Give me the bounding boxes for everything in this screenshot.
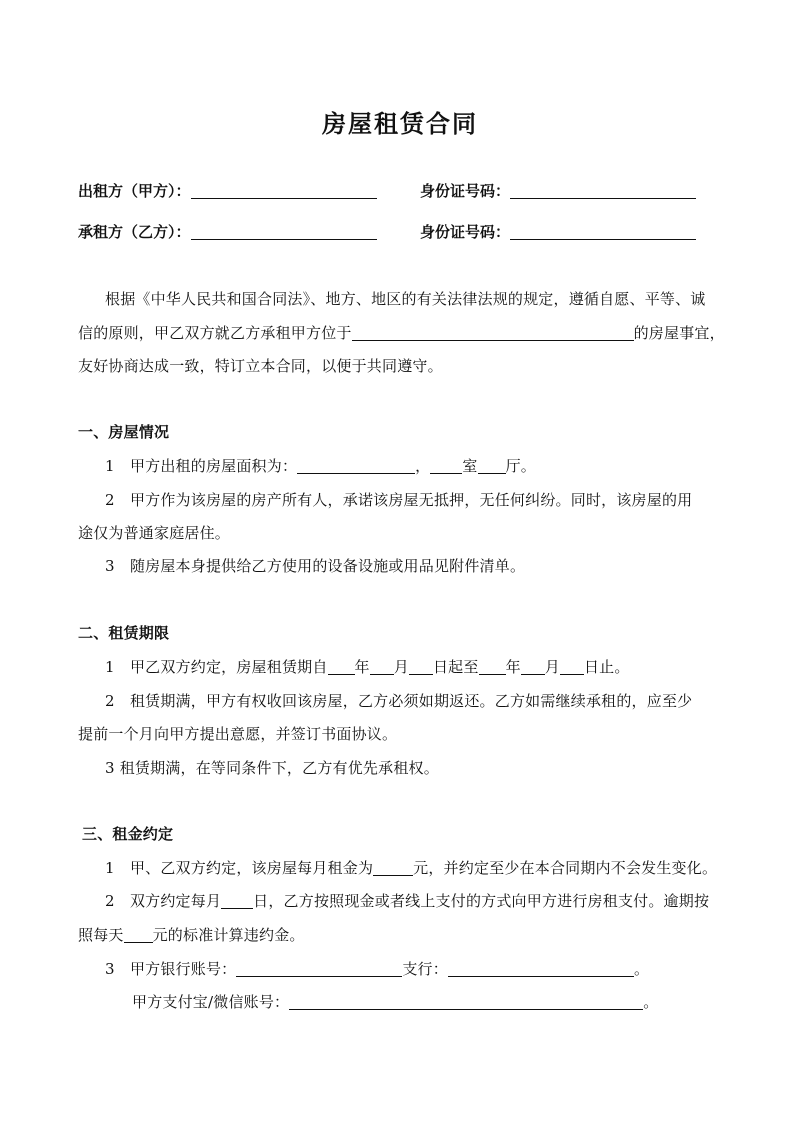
s2-item-2-line-1: 2 租赁期满，甲方有权收回该房屋，乙方必须如期返还。乙方如需继续承租的，应至少 bbox=[105, 692, 693, 710]
start-year-blank[interactable] bbox=[328, 658, 355, 675]
s3-item-2-daily: 照每天 bbox=[78, 926, 124, 944]
s3-item-2-end: 日，乙方按照现金或者线上支付的方式向甲方进行房租支付。逾期按 bbox=[253, 892, 710, 910]
s1-item-2-line-1: 2 甲方作为该房屋的房产所有人，承诺该房屋无抵押，无任何纠纷。同时，该房屋的用 bbox=[105, 491, 693, 509]
party-a-row bbox=[78, 180, 377, 201]
party-b-label: 承租方（乙方）： bbox=[78, 223, 191, 241]
s1-item-3: 3 随房屋本身提供给乙方使用的设备设施或用品见附件清单。 bbox=[105, 557, 526, 575]
s2-day-2: 日止。 bbox=[583, 658, 630, 676]
preamble-line-3: 友好协商达成一致，特订立本合同，以便于共同遵守。 bbox=[78, 357, 443, 375]
s3-item-2-text: 2 双方约定每月 bbox=[105, 892, 222, 910]
rooms-blank[interactable] bbox=[430, 457, 462, 474]
s2-year-2: 年 bbox=[505, 658, 521, 676]
s3-item-4 bbox=[132, 991, 658, 1012]
bank-branch-label: 支行： bbox=[402, 960, 448, 978]
end-day-blank[interactable] bbox=[560, 658, 584, 675]
start-day-blank[interactable] bbox=[409, 658, 433, 675]
party-a-id-row bbox=[420, 180, 696, 201]
s3-item-1 bbox=[105, 857, 717, 878]
halls-blank[interactable] bbox=[478, 457, 506, 474]
s1-item-2-line-2: 途仅为普通家庭居住。 bbox=[78, 524, 231, 542]
party-b-blank[interactable] bbox=[191, 223, 377, 240]
s3-item-2-line-1 bbox=[105, 890, 709, 911]
bank-account-label: 3 甲方银行账号： bbox=[105, 960, 237, 978]
s3-item-4-period: 。 bbox=[643, 993, 659, 1011]
end-month-blank[interactable] bbox=[521, 658, 545, 675]
preamble-line-2-start: 信的原则，甲乙双方就乙方承租甲方位于 bbox=[78, 324, 352, 342]
s2-month-2: 月 bbox=[544, 658, 560, 676]
s2-item-3: 3 租赁期满，在等同条件下，乙方有优先承租权。 bbox=[105, 759, 439, 777]
s2-item-2-line-2: 提前一个月向甲方提出意愿，并签订书面协议。 bbox=[78, 725, 398, 743]
s3-item-3 bbox=[105, 958, 649, 979]
s3-item-1-end: 元，并约定至少在本合同期内不会发生变化。 bbox=[413, 859, 718, 877]
section-1-heading: 一、房屋情况 bbox=[78, 423, 170, 441]
section-2-heading: 二、租赁期限 bbox=[78, 624, 170, 642]
property-address-blank[interactable] bbox=[352, 324, 634, 341]
party-a-blank[interactable] bbox=[191, 182, 377, 199]
s1-item-1 bbox=[105, 455, 536, 476]
bank-account-blank[interactable] bbox=[236, 960, 402, 977]
area-blank[interactable] bbox=[297, 457, 415, 474]
daily-penalty-blank[interactable] bbox=[124, 926, 153, 943]
monthly-rent-blank[interactable] bbox=[373, 859, 413, 876]
preamble-line-2-end: 的房屋事宜， bbox=[633, 324, 725, 342]
start-month-blank[interactable] bbox=[370, 658, 394, 675]
s2-item-1-text: 1 甲乙双方约定，房屋租赁期自 bbox=[105, 658, 328, 676]
bank-branch-blank[interactable] bbox=[448, 960, 634, 977]
party-b-id-blank[interactable] bbox=[510, 223, 696, 240]
s1-item-1-comma: ， bbox=[415, 457, 431, 475]
s3-item-2-line-2 bbox=[78, 924, 305, 945]
s2-day-1: 日起至 bbox=[432, 658, 479, 676]
payment-day-blank[interactable] bbox=[221, 892, 253, 909]
s2-year-1: 年 bbox=[354, 658, 370, 676]
party-a-id-label: 身份证号码： bbox=[420, 182, 511, 200]
s3-item-1-text: 1 甲、乙双方约定，该房屋每月租金为 bbox=[105, 859, 374, 877]
alipay-wechat-label: 甲方支付宝/微信账号： bbox=[132, 993, 290, 1011]
party-b-id-label: 身份证号码： bbox=[420, 223, 511, 241]
section-3-heading: 三、租金约定 bbox=[82, 825, 174, 843]
party-b-id-row bbox=[420, 221, 696, 242]
party-a-label: 出租方（甲方）： bbox=[78, 182, 191, 200]
s1-item-1-text: 1 甲方出租的房屋面积为： bbox=[105, 457, 298, 475]
preamble-line-1: 根据《中华人民共和国合同法》、地方、地区的有关法律法规的规定，遵循自愿、平等、诚 bbox=[105, 290, 706, 308]
alipay-wechat-blank[interactable] bbox=[289, 993, 643, 1010]
end-year-blank[interactable] bbox=[479, 658, 506, 675]
party-a-id-blank[interactable] bbox=[510, 182, 696, 199]
s2-month-1: 月 bbox=[393, 658, 409, 676]
party-b-row bbox=[78, 221, 377, 242]
s2-item-1 bbox=[105, 656, 630, 677]
preamble-line-2 bbox=[78, 322, 725, 343]
s1-item-1-hall: 厅。 bbox=[505, 457, 536, 475]
s3-item-2-penalty: 元的标准计算违约金。 bbox=[152, 926, 305, 944]
s3-item-3-period: 。 bbox=[633, 960, 650, 978]
document-title: 房屋租赁合同 bbox=[322, 109, 478, 138]
s1-item-1-room: 室 bbox=[462, 457, 478, 475]
